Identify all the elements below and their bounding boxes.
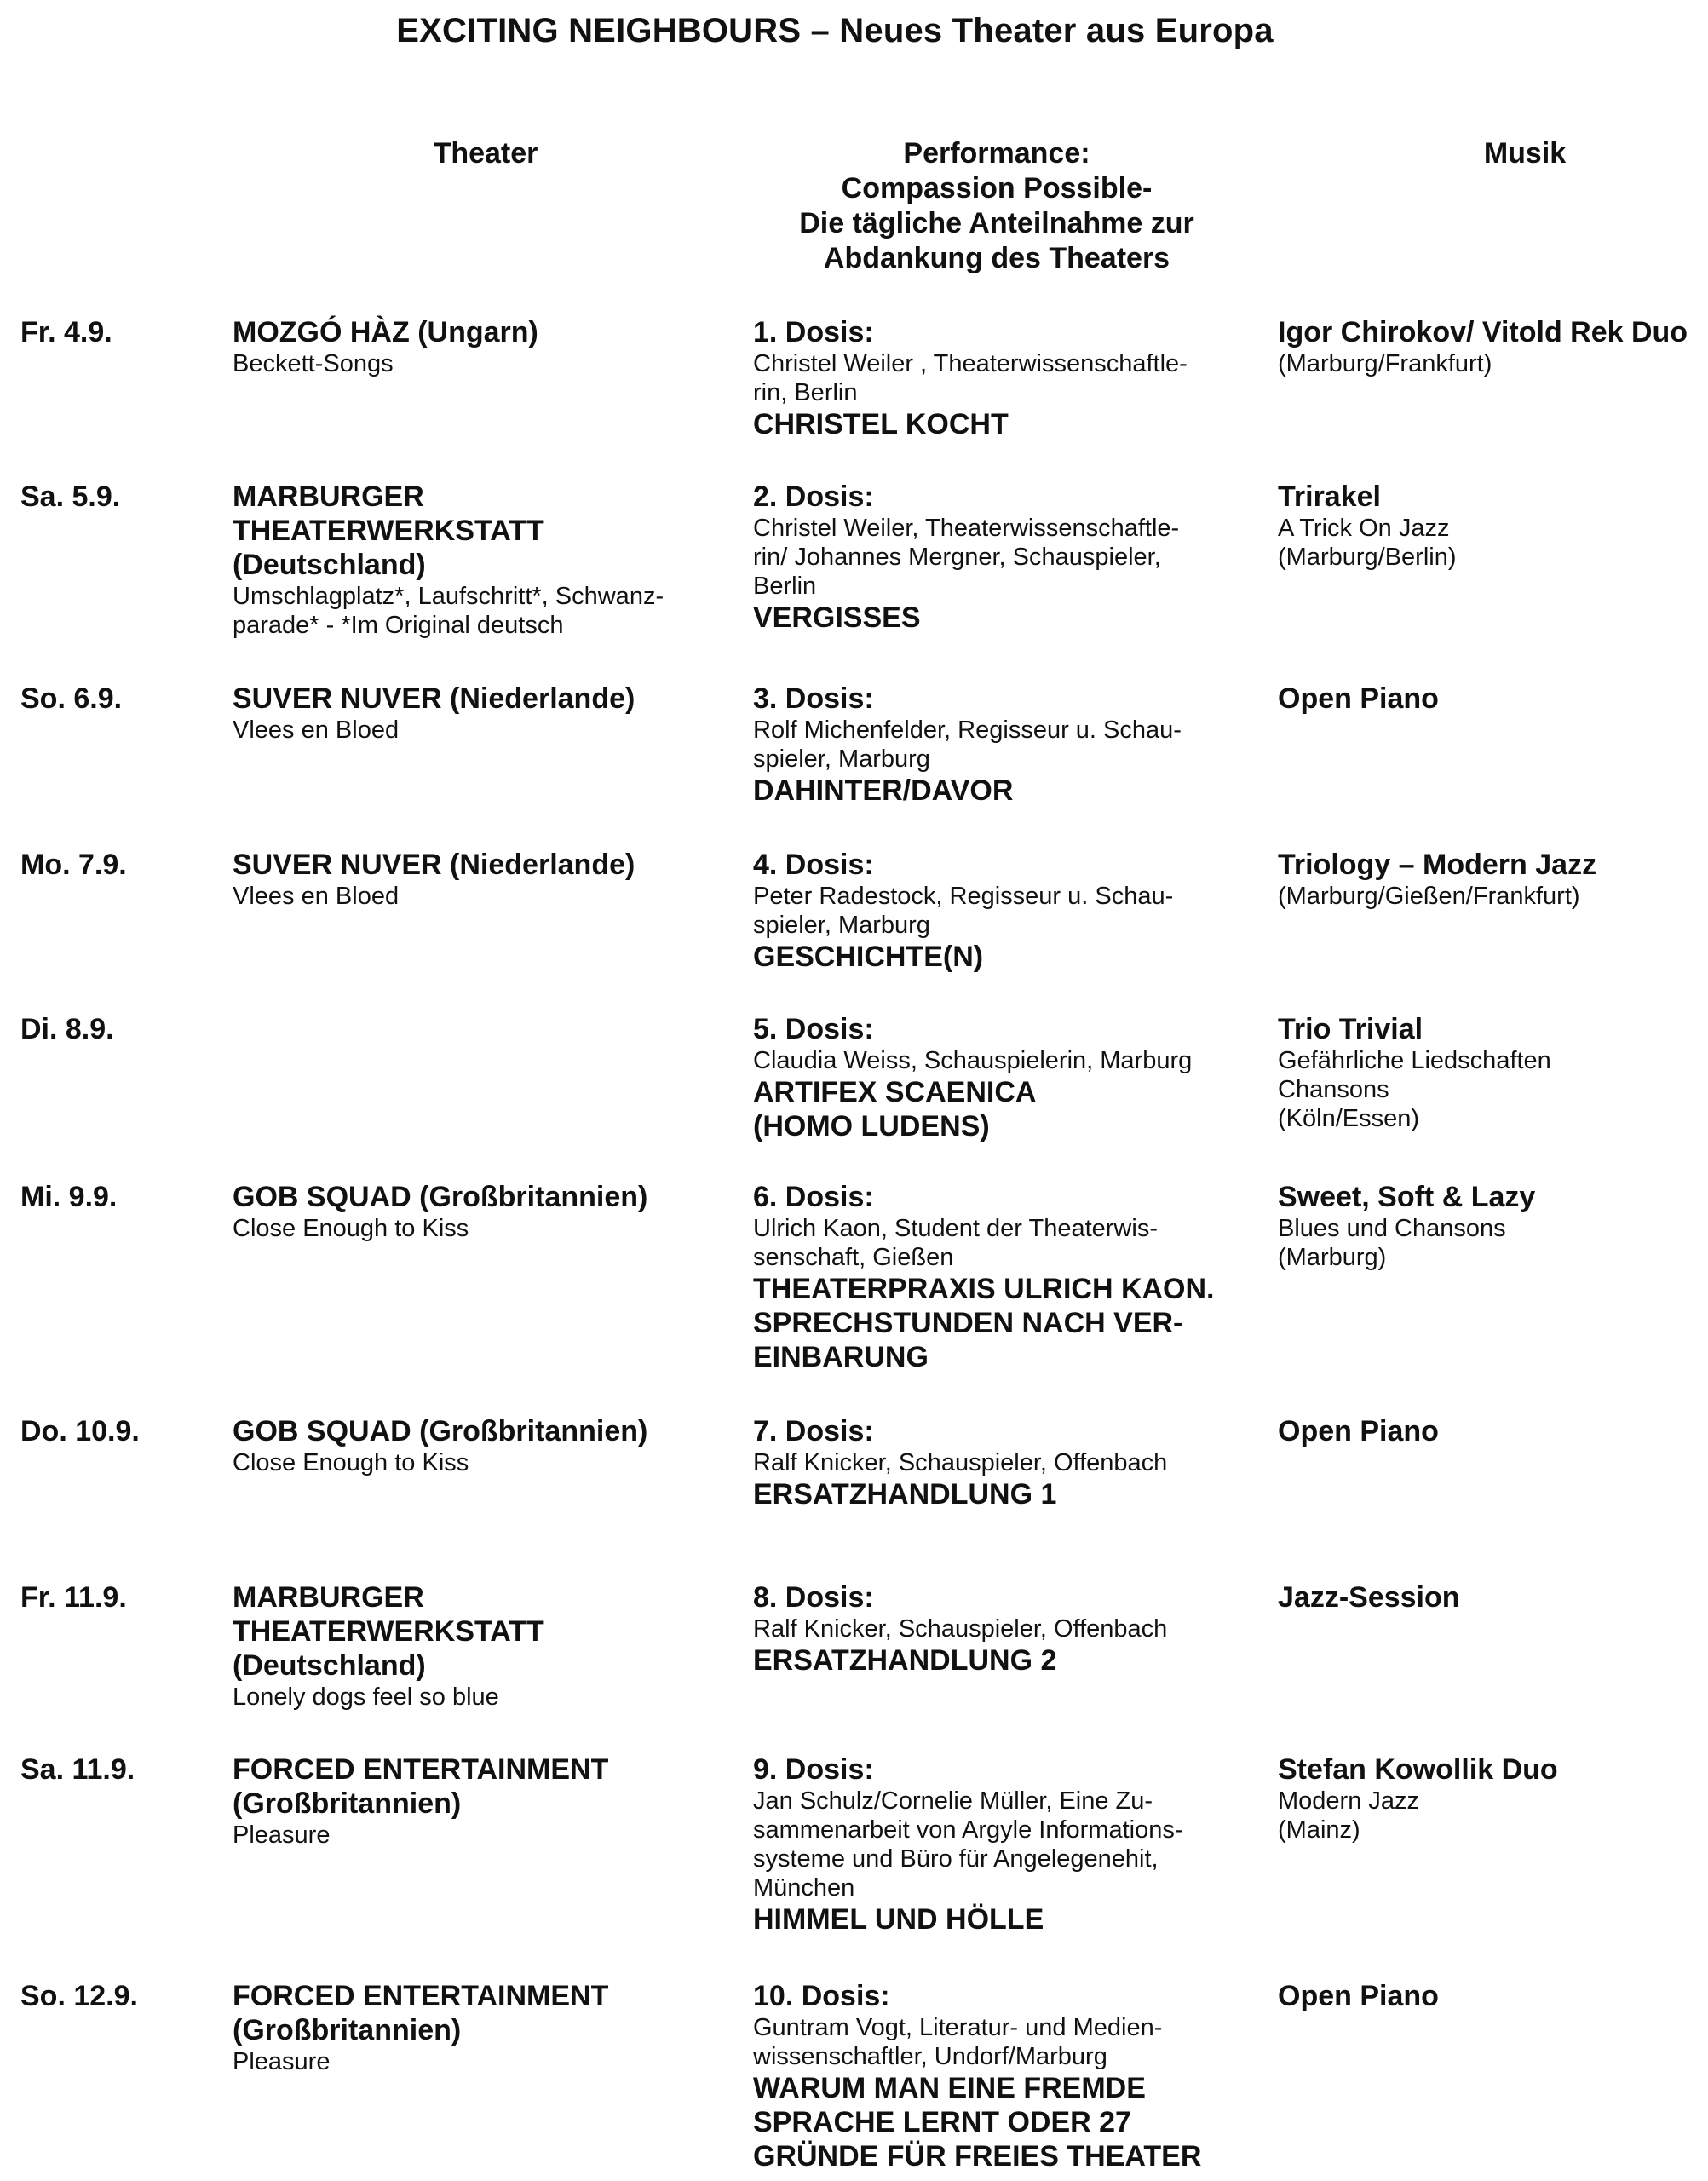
performance-cell <box>753 1979 1281 2173</box>
theater-piece-title: Umschlagplatz*, Laufschritt*, Schwanz- <box>233 583 664 610</box>
performance-cell <box>753 1012 1281 1143</box>
music-act-name: Open Piano <box>1278 682 1439 715</box>
theater-group-name: (Deutschland) <box>233 1649 426 1682</box>
theater-piece-title: Beckett-Songs <box>233 350 394 377</box>
performance-performer: Peter Radestock, Regisseur u. Schau- <box>753 883 1174 910</box>
performance-performer: Ulrich Kaon, Student der Theaterwis- <box>753 1215 1158 1242</box>
column-header-music <box>1448 136 1602 171</box>
music-act-name: Jazz-Session <box>1278 1581 1460 1614</box>
date-label: Sa. 5.9. <box>20 481 121 513</box>
column-header-theater <box>375 136 596 171</box>
theater-cell <box>233 480 744 640</box>
performance-performer: Christel Weiler, Theaterwissenschaftle- <box>753 515 1180 542</box>
date-cell <box>20 480 216 514</box>
dose-label: 4. Dosis: <box>753 849 874 881</box>
music-act-name: Triology – Modern Jazz <box>1278 849 1597 881</box>
performance-title: WARUM MAN EINE FREMDE <box>753 2072 1146 2104</box>
performance-cell <box>753 848 1281 974</box>
column-header-performance-line: Die tägliche Anteilnahme zur <box>799 207 1194 239</box>
theater-cell <box>233 682 744 745</box>
theater-group-name: (Deutschland) <box>233 549 426 581</box>
music-act-detail: Modern Jazz <box>1278 1787 1420 1815</box>
music-act-detail: Chansons <box>1278 1076 1389 1103</box>
performance-title: SPRECHSTUNDEN NACH VER- <box>753 1307 1183 1339</box>
music-act-detail: (Marburg) <box>1278 1244 1387 1271</box>
date-cell <box>20 1180 216 1214</box>
performance-performer: Berlin <box>753 573 817 600</box>
performance-performer: München <box>753 1874 855 1902</box>
performance-title: ERSATZHANDLUNG 2 <box>753 1644 1057 1677</box>
performance-title: GRÜNDE FÜR FREIES THEATER <box>753 2140 1202 2172</box>
column-header-performance-line: Compassion Possible- <box>841 172 1153 204</box>
music-cell <box>1278 1979 1708 2013</box>
column-header-theater-text: Theater <box>433 137 538 170</box>
performance-title: CHRISTEL KOCHT <box>753 408 1009 440</box>
date-cell <box>20 1752 216 1787</box>
music-act-name: Stefan Kowollik Duo <box>1278 1753 1558 1786</box>
performance-cell <box>753 1580 1281 1677</box>
music-act-name: Trio Trivial <box>1278 1013 1423 1045</box>
music-cell <box>1278 315 1708 378</box>
theater-group-name: MARBURGER <box>233 481 424 513</box>
theater-cell <box>233 315 744 378</box>
performance-performer: senschaft, Gießen <box>753 1244 954 1271</box>
document-title: EXCITING NEIGHBOURS – Neues Theater aus Europa <box>396 12 1274 49</box>
theater-cell <box>233 1414 744 1477</box>
dose-label: 9. Dosis: <box>753 1753 874 1786</box>
music-act-detail: (Marburg/Gießen/Frankfurt) <box>1278 883 1580 910</box>
performance-performer: Ralf Knicker, Schauspieler, Offenbach <box>753 1615 1168 1643</box>
theater-piece-title: Lonely dogs feel so blue <box>233 1683 499 1711</box>
performance-performer: Claudia Weiss, Schauspielerin, Marburg <box>753 1047 1193 1074</box>
theater-group-name: GOB SQUAD (Großbritannien) <box>233 1415 648 1447</box>
performance-title: HIMMEL UND HÖLLE <box>753 1903 1044 1936</box>
theater-piece-title: Pleasure <box>233 1821 331 1849</box>
performance-performer: systeme und Büro für Angelegenehit, <box>753 1845 1159 1873</box>
music-act-detail: A Trick On Jazz <box>1278 515 1450 542</box>
theater-piece-title: Close Enough to Kiss <box>233 1449 469 1476</box>
date-label: Di. 8.9. <box>20 1013 114 1045</box>
theater-group-name: FORCED ENTERTAINMENT <box>233 1980 609 2012</box>
theater-group-name: (Großbritannien) <box>233 2014 462 2046</box>
performance-cell <box>753 682 1281 808</box>
music-act-detail: (Marburg/Berlin) <box>1278 544 1457 571</box>
theater-piece-title: Pleasure <box>233 2048 331 2075</box>
dose-label: 2. Dosis: <box>753 481 874 513</box>
theater-cell <box>233 1979 744 2076</box>
theater-cell <box>233 1752 744 1850</box>
performance-cell <box>753 1752 1281 1936</box>
theater-group-name: THEATERWERKSTATT <box>233 515 544 547</box>
music-act-name: Sweet, Soft & Lazy <box>1278 1181 1536 1213</box>
theater-group-name: SUVER NUVER (Niederlande) <box>233 849 635 881</box>
theater-group-name: MOZGÓ HÀZ (Ungarn) <box>233 316 538 348</box>
date-cell <box>20 682 216 716</box>
performance-title: VERGISSES <box>753 601 921 634</box>
performance-performer: Rolf Michenfelder, Regisseur u. Schau- <box>753 716 1182 744</box>
music-act-detail: Blues und Chansons <box>1278 1215 1506 1242</box>
performance-title: (HOMO LUDENS) <box>753 1110 990 1142</box>
date-label: So. 6.9. <box>20 682 123 715</box>
performance-performer: Guntram Vogt, Literatur- und Medien- <box>753 2014 1163 2041</box>
music-act-name: Open Piano <box>1278 1415 1439 1447</box>
performance-title: ERSATZHANDLUNG 1 <box>753 1478 1057 1511</box>
music-cell <box>1278 848 1708 911</box>
date-label: Do. 10.9. <box>20 1415 140 1447</box>
theater-piece-title: Vlees en Bloed <box>233 716 400 744</box>
column-header-performance-line: Abdankung des Theaters <box>823 242 1170 274</box>
date-label: Fr. 11.9. <box>20 1581 127 1614</box>
column-header-performance-line: Performance: <box>903 137 1090 170</box>
theater-piece-title: parade* - *Im Original deutsch <box>233 612 564 639</box>
date-label: Mo. 7.9. <box>20 849 127 881</box>
theater-group-name: THEATERWERKSTATT <box>233 1615 544 1648</box>
performance-title: EINBARUNG <box>753 1341 929 1373</box>
music-act-name: Igor Chirokov/ Vitold Rek Duo <box>1278 316 1688 348</box>
theater-group-name: SUVER NUVER (Niederlande) <box>233 682 635 715</box>
performance-title: THEATERPRAXIS ULRICH KAON. <box>753 1273 1215 1305</box>
theater-group-name: FORCED ENTERTAINMENT <box>233 1753 609 1786</box>
performance-cell <box>753 480 1281 635</box>
performance-title: ARTIFEX SCAENICA <box>753 1076 1037 1108</box>
date-cell <box>20 1414 216 1448</box>
dose-label: 1. Dosis: <box>753 316 874 348</box>
date-cell <box>20 1979 216 2013</box>
performance-cell <box>753 1414 1281 1511</box>
music-act-name: Open Piano <box>1278 1980 1439 2012</box>
performance-performer: rin, Berlin <box>753 379 858 406</box>
dose-label: 10. Dosis: <box>753 1980 890 2012</box>
dose-label: 8. Dosis: <box>753 1581 874 1614</box>
performance-performer: spieler, Marburg <box>753 912 930 939</box>
music-act-detail: (Köln/Essen) <box>1278 1105 1420 1132</box>
performance-performer: spieler, Marburg <box>753 745 930 773</box>
performance-cell <box>753 1180 1281 1374</box>
music-act-detail: (Marburg/Frankfurt) <box>1278 350 1492 377</box>
date-cell <box>20 315 216 349</box>
music-cell <box>1278 682 1708 716</box>
performance-performer: Ralf Knicker, Schauspieler, Offenbach <box>753 1449 1168 1476</box>
performance-performer: rin/ Johannes Mergner, Schauspieler, <box>753 544 1161 571</box>
dose-label: 5. Dosis: <box>753 1013 874 1045</box>
performance-performer: wissenschaftler, Undorf/Marburg <box>753 2043 1107 2070</box>
music-cell <box>1278 1012 1708 1133</box>
date-cell <box>20 1012 216 1046</box>
music-cell <box>1278 1414 1708 1448</box>
performance-title: GESCHICHTE(N) <box>753 941 984 973</box>
theater-cell <box>233 848 744 911</box>
date-cell <box>20 1580 216 1614</box>
performance-performer: Jan Schulz/Cornelie Müller, Eine Zu- <box>753 1787 1153 1815</box>
dose-label: 7. Dosis: <box>753 1415 874 1447</box>
column-header-music-text: Musik <box>1483 137 1567 170</box>
music-act-detail: (Mainz) <box>1278 1816 1360 1844</box>
performance-performer: Christel Weiler , Theaterwissenschaftle- <box>753 350 1188 377</box>
music-cell <box>1278 1180 1708 1272</box>
theater-group-name: (Großbritannien) <box>233 1787 462 1820</box>
music-act-detail: Gefährliche Liedschaften <box>1278 1047 1551 1074</box>
music-cell <box>1278 480 1708 572</box>
theater-cell <box>233 1580 744 1712</box>
performance-title: DAHINTER/DAVOR <box>753 774 1014 807</box>
column-header-performance <box>733 136 1261 276</box>
music-cell <box>1278 1580 1708 1614</box>
date-label: Mi. 9.9. <box>20 1181 118 1213</box>
theater-group-name: MARBURGER <box>233 1581 424 1614</box>
theater-piece-title: Close Enough to Kiss <box>233 1215 469 1242</box>
theater-group-name: GOB SQUAD (Großbritannien) <box>233 1181 648 1213</box>
theater-cell <box>233 1180 744 1243</box>
date-cell <box>20 848 216 882</box>
theater-piece-title: Vlees en Bloed <box>233 883 400 910</box>
music-cell <box>1278 1752 1708 1844</box>
dose-label: 3. Dosis: <box>753 682 874 715</box>
dose-label: 6. Dosis: <box>753 1181 874 1213</box>
performance-title: SPRACHE LERNT ODER 27 <box>753 2106 1131 2138</box>
date-label: Sa. 11.9. <box>20 1753 135 1786</box>
performance-cell <box>753 315 1281 441</box>
performance-performer: sammenarbeit von Argyle Informations- <box>753 1816 1183 1844</box>
music-act-name: Trirakel <box>1278 481 1381 513</box>
date-label: Fr. 4.9. <box>20 316 112 348</box>
date-label: So. 12.9. <box>20 1980 138 2012</box>
